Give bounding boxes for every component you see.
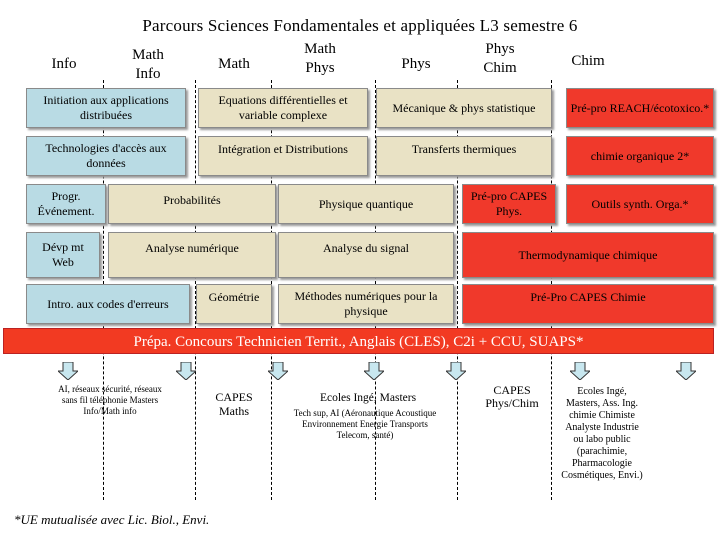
course-box: Equations différentielles et variable complexe [198,88,368,128]
column-header-math-info: Math Info [132,47,164,82]
course-box: Outils synth. Orga.* [566,184,714,224]
footnote: *UE mutualisée avec Lic. Biol., Envi. [14,512,210,527]
down-arrow-icon [58,362,78,380]
column-header-phys: Phys [401,56,431,72]
column-header-math: Math [218,56,250,72]
down-arrow-icon [570,362,590,380]
course-box: Pré-pro CAPES Phys. [462,184,556,224]
course-box: Méthodes numériques pour la physique [278,284,454,324]
column-header-chim: Chim [571,53,605,69]
down-arrow-icon [268,362,288,380]
course-box: Pré-Pro CAPES Chimie [462,284,714,324]
down-arrow-icon [176,362,196,380]
course-box: Initiation aux applications distribuées [26,88,186,128]
course-box: Technologies d'accès aux données [26,136,186,176]
outcome-capes-phys-chim: CAPES Phys/Chim [485,383,539,410]
course-box: Intégration et Distributions [198,136,368,176]
course-box: Thermodynamique chimique [462,232,714,278]
column-header-math-phys: Math Phys [304,41,336,76]
down-arrow-icon [364,362,384,380]
outcome-ecoles-inge: Ecoles Ingé, Masters [319,392,417,404]
course-box: Dévp mt Web [26,232,100,278]
outcome-capes-maths: CAPES Maths [215,390,253,418]
column-header-phys-chim: Phys Chim [483,41,517,76]
outcome-tech-sup: Tech sup, AI (Aéronautique Acoustique Environnement Energie Transports Telecom, santé) [293,408,437,440]
course-box: Pré-pro REACH/écotoxico.* [566,88,714,128]
outcome-chimie: Ecoles Ingé, Masters, Ass. Ing. chimie Chimiste Analyste Industrie ou labo public (parachimie, Pharmacologie Cosmétiques, Envi.) [561,386,643,481]
outcome-info: AI, réseaux sécurité, réseaux sans fil téléphonie Masters Info/Math info [58,384,162,416]
course-box: Géométrie [196,284,272,324]
course-box: Intro. aux codes d'erreurs [26,284,190,324]
page-title: Parcours Sciences Fondamentales et appliquées L3 semestre 6 [142,16,578,35]
down-arrow-icon [676,362,696,380]
down-arrow-icon [446,362,466,380]
course-box: Transferts thermiques [376,136,552,176]
course-box: chimie organique 2* [566,136,714,176]
course-box: Mécanique & phys statistique [376,88,552,128]
column-header-info: Info [51,56,77,72]
course-box: Probabilités [108,184,276,224]
course-box: Progr. Événement. [26,184,106,224]
course-box: Analyse du signal [278,232,454,278]
prep-banner: Prépa. Concours Technicien Territ., Anglais (CLES), C2i + CCU, SUAPS* [3,328,714,354]
course-box: Physique quantique [278,184,454,224]
course-box: Analyse numérique [108,232,276,278]
